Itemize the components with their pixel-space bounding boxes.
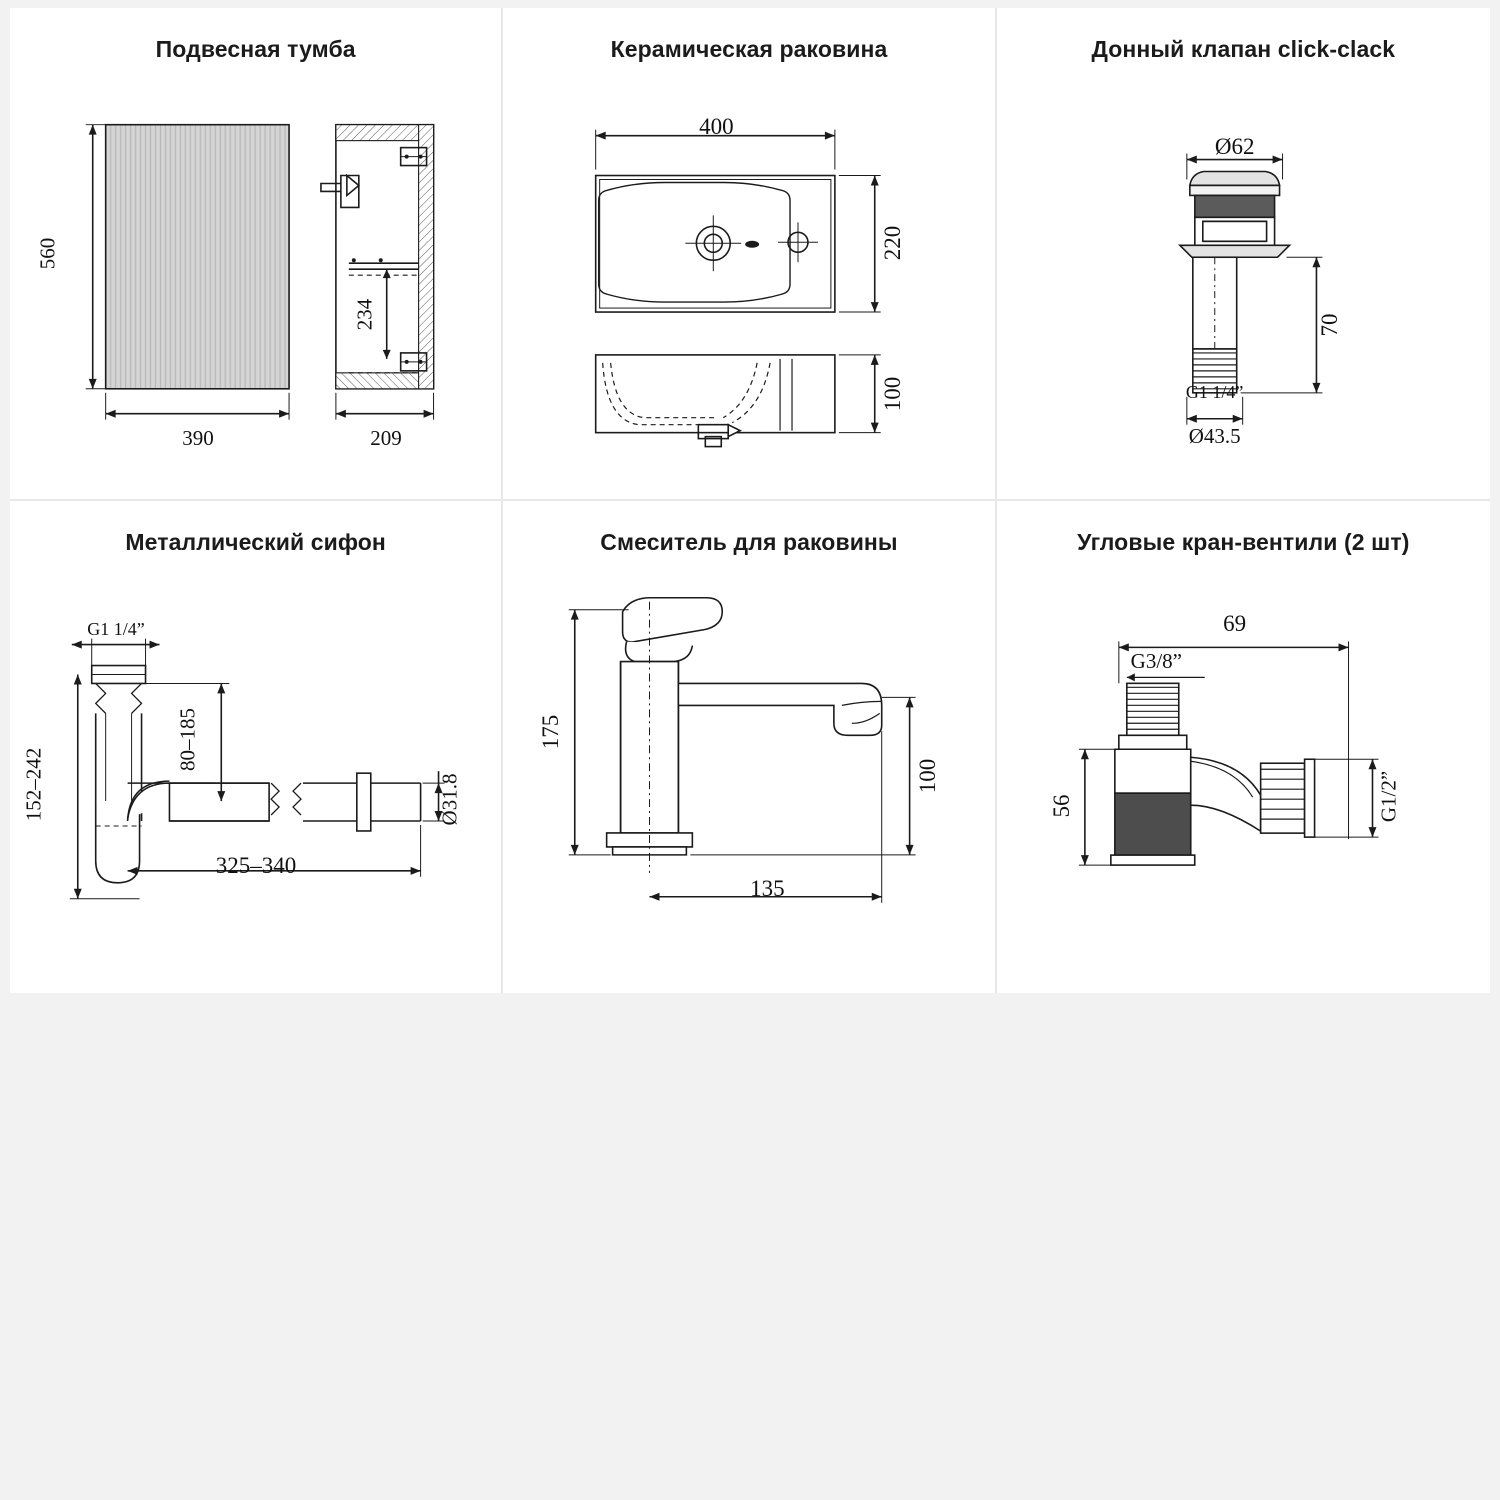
siphon-drawing bbox=[10, 501, 501, 994]
cell-washbasin bbox=[503, 8, 996, 501]
washbasin-drawing bbox=[503, 8, 994, 499]
label-basin-width: 400 bbox=[699, 114, 734, 139]
spec-grid bbox=[10, 8, 1490, 993]
spec-sheet bbox=[10, 8, 1490, 993]
label-siphon-thread: G1 1/4” bbox=[87, 618, 145, 639]
cell-title-washbasin: Керамическая раковина bbox=[610, 36, 888, 62]
cell-title-cabinet: Подвесная тумба bbox=[155, 36, 356, 62]
label-valve-thread-g38: G3/8” bbox=[1130, 648, 1182, 673]
label-cabinet-width: 390 bbox=[182, 426, 214, 450]
cell-title-mixer: Смеситель для раковины bbox=[600, 528, 898, 555]
cell-title-angle-valves: Угловые кран-вентили (2 шт) bbox=[1077, 528, 1410, 555]
label-siphon-outlet-diameter: Ø31.8 bbox=[437, 773, 462, 825]
label-cabinet-depth: 209 bbox=[370, 426, 402, 450]
label-valve-length-69: 69 bbox=[1223, 610, 1247, 636]
cell-mixer bbox=[503, 501, 996, 994]
angle-valve-drawing bbox=[997, 501, 1490, 994]
label-valve-length: 70 bbox=[1316, 313, 1342, 337]
cabinet-drawing bbox=[10, 8, 501, 499]
cell-click-clack bbox=[997, 8, 1490, 501]
cell-angle-valves bbox=[997, 501, 1490, 994]
label-valve-thread: G1 1/4” bbox=[1185, 382, 1244, 402]
label-valve-thread-g12: G1/2” bbox=[1376, 770, 1401, 822]
cell-cabinet bbox=[10, 8, 503, 501]
label-siphon-outlet-height: 80–185 bbox=[175, 707, 200, 771]
cell-siphon bbox=[10, 501, 503, 994]
cell-title-click-clack: Донный клапан click-clack bbox=[1091, 36, 1396, 62]
label-valve-height-56: 56 bbox=[1048, 794, 1074, 817]
label-basin-height: 100 bbox=[880, 376, 906, 412]
click-clack-drawing bbox=[997, 8, 1490, 499]
label-cabinet-height: 560 bbox=[35, 237, 60, 270]
label-mixer-height: 175 bbox=[538, 714, 564, 749]
label-cabinet-shelf: 234 bbox=[352, 298, 377, 331]
label-valve-cap-diameter: Ø62 bbox=[1214, 134, 1255, 159]
label-basin-depth: 220 bbox=[880, 225, 906, 261]
label-mixer-spout-reach: 135 bbox=[750, 875, 785, 901]
label-mixer-spout-height: 100 bbox=[915, 758, 941, 793]
cell-title-siphon: Металлический сифон bbox=[125, 528, 386, 555]
label-siphon-height-range: 152–242 bbox=[21, 747, 46, 821]
label-siphon-length: 325–340 bbox=[215, 852, 297, 878]
label-valve-base-diameter: Ø43.5 bbox=[1188, 424, 1241, 448]
